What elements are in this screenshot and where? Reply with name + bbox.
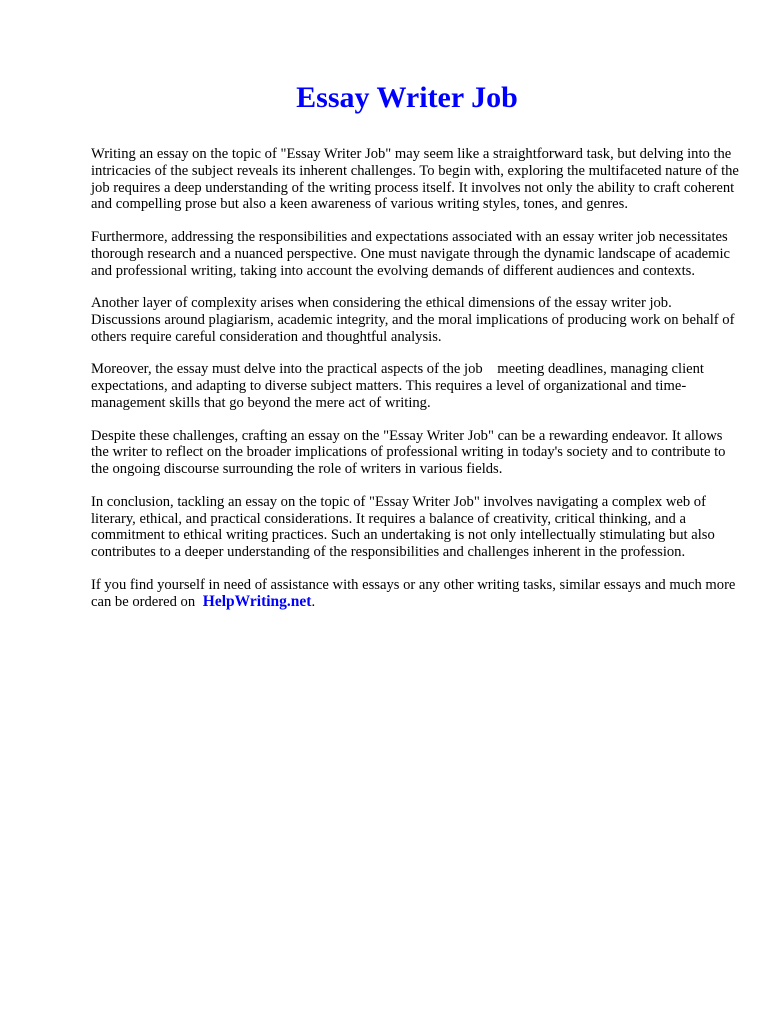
paragraph-ethics: Another layer of complexity arises when considering the ethical dimensions of the essay writer job. Discussions around plagiarism, academic integrity, and the moral implications of producing work on behalf of others require careful consideration and thoughtful analysis. bbox=[91, 295, 735, 345]
paragraph-responsibilities: Furthermore, addressing the responsibilities and expectations associated with an essay writer job necessitates thorough research and a nuanced perspective. One must navigate through the dynamic landscape of academic and professional writing, taking into account the evolving demands of different audiences and contexts. bbox=[91, 228, 731, 279]
closing-text: If you find yourself in need of assistance with essays or any other writing tasks, similar essays and much more can be ordered on bbox=[91, 576, 736, 610]
document-title: Essay Writer Job bbox=[296, 81, 518, 114]
helpwriting-link[interactable]: HelpWriting.net bbox=[202, 592, 312, 610]
document-body bbox=[91, 146, 741, 626]
paragraph-conclusion: In conclusion, tackling an essay on the topic of "Essay Writer Job" involves navigating a complex web of literary, ethical, and practical considerations. It requires a balance of creativity, critical thinking, and a commitment to ethical writing practices. Such an undertaking is not only intellectually stimulating but also contributes to a deeper understanding of the responsibilities and challenges inherent in the profession. bbox=[91, 493, 715, 561]
paragraph-practical: Moreover, the essay must delve into the practical aspects of the job meeting deadlines, managing client expectations, and adapting to diverse subject matters. This requires a level of organizational and time-management skills that go beyond the mere act of writing. bbox=[91, 361, 708, 411]
closing-period: . bbox=[311, 593, 316, 610]
paragraph-closing bbox=[91, 577, 741, 611]
paragraph-intro: Writing an essay on the topic of "Essay Writer Job" may seem like a straightforward task, but delving into the intricacies of the subject reveals its inherent challenges. To begin with, exploring the multifaceted nature of the job requires a deep understanding of the writing process itself. It involves not only the ability to craft coherent and compelling prose but also a keen awareness of various writing styles, tones, and genres. bbox=[91, 146, 739, 213]
paragraph-rewards: Despite these challenges, crafting an essay on the "Essay Writer Job" can be a rewarding endeavor. It allows the writer to reflect on the broader implications of professional writing in today's society and to contribute to the ongoing discourse surrounding the role of writers in various fields. bbox=[91, 427, 726, 478]
